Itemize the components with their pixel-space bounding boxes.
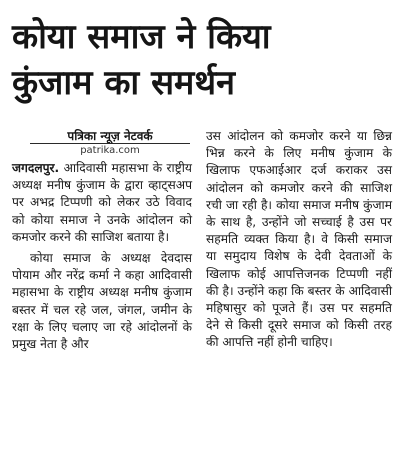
headline: [12, 14, 394, 106]
headline-line-1: कोया समाज ने किया: [12, 17, 271, 57]
article-column-right: [206, 128, 392, 352]
byline-rule: [30, 143, 190, 144]
paragraph-1-text: आदिवासी महासभा के राष्ट्रीय अध्यक्ष मनीष कुंजाम के द्वारा व्हाट्सअप पर अभद्र टिप्पणी को लेकर उठे विवाद को कोया समाज ने उनके आंदोलन को कमजोर करने की साजिश बताया है।: [12, 161, 192, 244]
byline-agency: पत्रिका न्यूज़ नेटवर्क: [67, 129, 153, 143]
byline-site: patrika.com: [80, 145, 140, 156]
dateline: जगदलपुर.: [12, 161, 60, 175]
article-column-left: [12, 160, 192, 353]
headline-line-2: कुंजाम का समर्थन: [12, 63, 235, 103]
paragraph-1: [12, 160, 192, 246]
paragraph-2: कोया समाज के अध्यक्ष देवदास पोयाम और नरेंद्र कर्मा ने कहा आदिवासी महासभा के राष्ट्रीय अध्यक्ष मनीष कुंजाम बस्तर में चल रहे जल, जंगल, जमीन के रक्षा के लिए चलाए जा रहे आंदोलनों के प्रमुख नेता है और: [12, 251, 192, 352]
paragraph-3: उस आंदोलन को कमजोर करने या छिन्न भिन्न करने के लिए मनीष कुंजाम के खिलाफ एफआईआर दर्ज कराकर उस आंदोलन को कमजोर करने की साजिश रची जा रही है। कोया समाज मनीष कुंजाम के साथ है, उन्होंने जो सच्चाई है उस पर सहमति व्यक्त किया है। वे किसी समाज या समुदाय विशेष के देवी देवताओं के खिलाफ कोई आपत्तिजनक टिप्पणी नहीं की है। उन्होंने कहा कि बस्तर के आदिवासी महिषासुर को पूजते हैं। उस पर सहमति देने से किसी दूसरे समाज को किसी तरह की आपत्ति नहीं होनी चाहिए।: [206, 129, 392, 350]
